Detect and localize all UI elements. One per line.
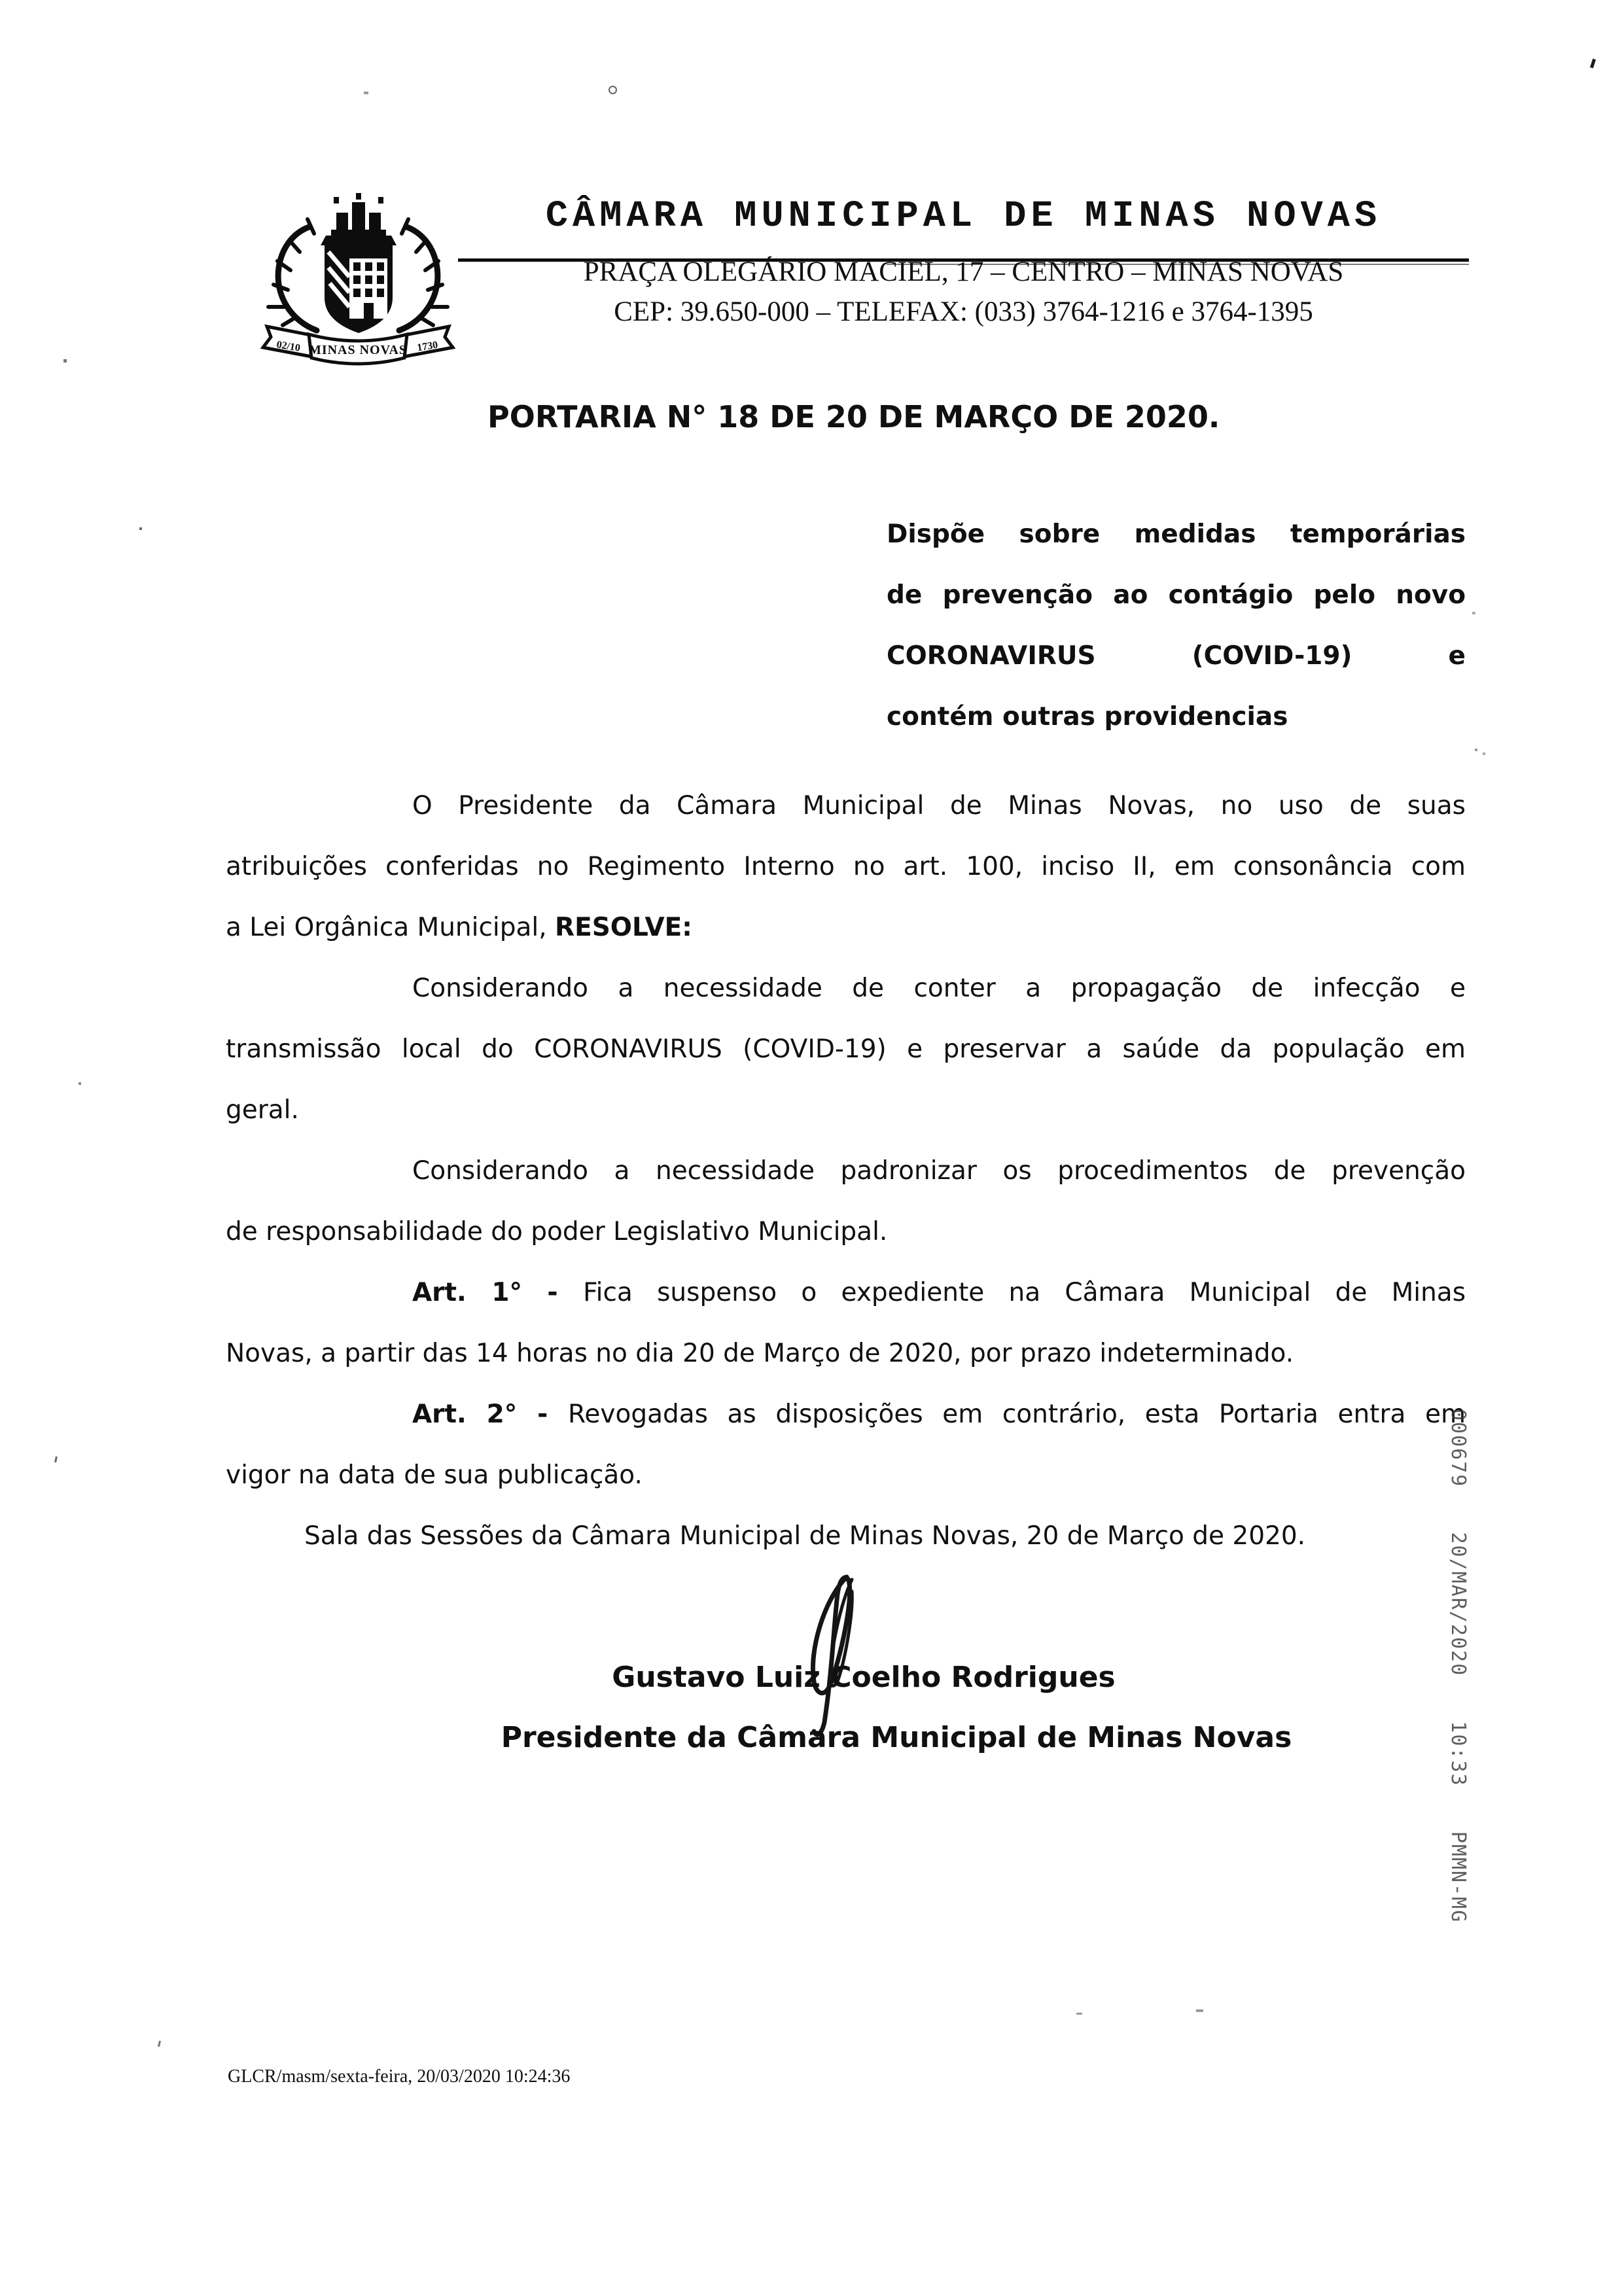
ementa-line: de prevenção ao contágio pelo novo xyxy=(887,580,1466,610)
signature-flourish xyxy=(754,1565,911,1743)
signer-name: Gustavo Luiz Coelho Rodrigues xyxy=(612,1661,1116,1694)
scan-artifact xyxy=(609,86,617,94)
scan-artifact xyxy=(139,527,142,530)
scan-artifact xyxy=(1472,612,1475,614)
document-line: vigor na data de sua publicação. xyxy=(226,1460,643,1490)
document-line: Considerando a necessidade de conter a propagação de infecção e xyxy=(412,974,1466,1003)
org-address: PRAÇA OLEGÁRIO MACIEL, 17 – CENTRO – MINAS NOVAS xyxy=(583,256,1344,287)
paragraph xyxy=(226,1506,1466,1566)
scan-artifact xyxy=(1076,2013,1082,2015)
protocol-stamp: 000679 20/MAR/2020 10:33 PMMN-MG xyxy=(1447,1409,1470,1924)
scan-artifact xyxy=(63,359,67,362)
coat-of-arms xyxy=(254,192,462,370)
scan-artifact xyxy=(1196,2009,1203,2012)
document-line: Considerando a necessidade padronizar os procedimentos de prevenção xyxy=(412,1156,1466,1186)
scan-artifact xyxy=(158,2041,161,2047)
ementa xyxy=(887,504,1466,747)
ementa-line: Dispõe sobre medidas temporárias xyxy=(887,520,1466,549)
document-line: transmissão local do CORONAVIRUS (COVID-19) e preservar a saúde da população em xyxy=(226,1034,1466,1064)
paragraph xyxy=(226,958,1466,1140)
signer-role: Presidente da Câmara Municipal de Minas Novas xyxy=(501,1721,1292,1754)
paragraph xyxy=(226,1262,1466,1384)
ementa-line: contém outras providencias xyxy=(887,702,1288,732)
crest-banner-left-text: 02/10 xyxy=(275,339,302,354)
org-cep-telefax: CEP: 39.650-000 – TELEFAX: (033) 3764-1216 e 3764-1395 xyxy=(614,296,1313,327)
scan-artifact xyxy=(1475,749,1477,751)
crest-banner-right-text: 1730 xyxy=(416,339,439,354)
document-title: PORTARIA N° 18 DE 20 DE MARÇO DE 2020. xyxy=(487,399,1220,434)
document-body xyxy=(226,775,1466,1566)
crest-banner-center-text: MINAS NOVAS xyxy=(308,343,408,357)
document-line: geral. xyxy=(226,1095,299,1125)
scan-artifact xyxy=(79,1082,81,1085)
document-line: Sala das Sessões da Câmara Municipal de Minas Novas, 20 de Março de 2020. xyxy=(304,1521,1306,1551)
org-name: CÂMARA MUNICIPAL DE MINAS NOVAS xyxy=(545,196,1382,238)
document-line: Art. 1° - Fica suspenso o expediente na Câmara Municipal de Minas xyxy=(412,1278,1466,1307)
paragraph xyxy=(226,1140,1466,1262)
scan-artifact xyxy=(1483,752,1485,755)
document-line: a Lei Orgânica Municipal, RESOLVE: xyxy=(226,913,692,942)
scan-artifact xyxy=(1590,59,1596,69)
footer-note: GLCR/masm/sexta-feira, 20/03/2020 10:24:36 xyxy=(228,2066,571,2087)
document-line: Art. 2° - Revogadas as disposições em contrário, esta Portaria entra em xyxy=(412,1400,1466,1429)
document-line: de responsabilidade do poder Legislativo Municipal. xyxy=(226,1217,888,1246)
scan-artifact xyxy=(364,92,368,94)
paragraph xyxy=(226,775,1466,958)
paragraph xyxy=(226,1384,1466,1506)
scan-artifact xyxy=(54,1457,58,1462)
document-line: Novas, a partir das 14 horas no dia 20 de Março de 2020, por prazo indeterminado. xyxy=(226,1339,1294,1368)
ementa-line: CORONAVIRUS (COVID-19) e xyxy=(887,641,1466,671)
document-line: atribuições conferidas no Regimento Interno no art. 100, inciso II, em consonância com xyxy=(226,852,1466,881)
document-line: O Presidente da Câmara Municipal de Minas Novas, no uso de suas xyxy=(412,791,1466,821)
